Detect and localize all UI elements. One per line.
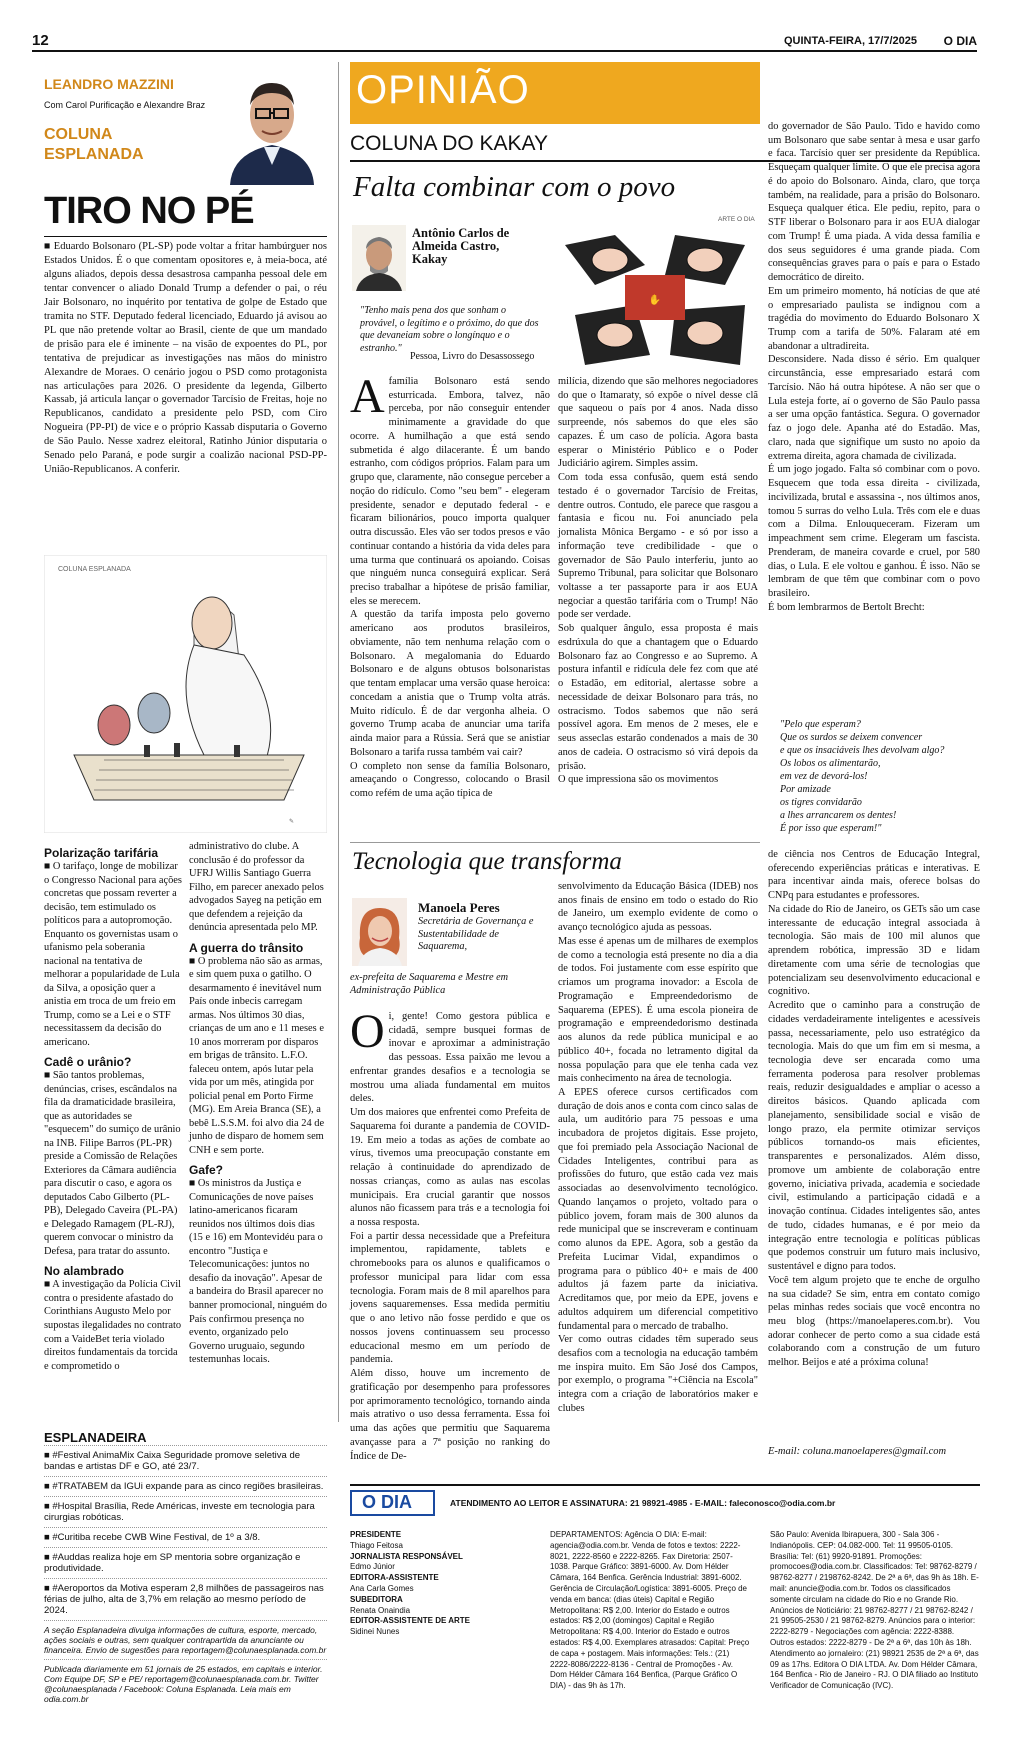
addresses: São Paulo: Avenida Ibirapuera, 300 - Sala 306 - Indianópolis. CEP: 04.082-000. Tel: 11 99505-0105. Brasília: Tel: (61) 9920-91891. Promoções: promocoes@odia.com.br. Classificados: Tel: 98762-8279 / 98762-8277 / 2198762-8242. De 2ª a 6ª, das 9h às 18h. E-mail: anuncie@odia.com.br. Todos os classificados somente circulam na cidade do Rio e no Grande Rio. Anúncios de Noticiário: 21 98762-8277 / 21 98762-8242 / 21 99505-2530 / 21 98762-8279. Anúncios para o interior: 2222-8279 - Negociações com agência: 2222-8388. Outros estados: 2222-8279 - De 2ª a 6ª, das 10h às 18h. Atendimento ao jornaleiro: (21) 98921 2535 de 2ª a 6ª, das 09 as 17hs. Editora O DIA LTDA. Av. Dom Hélder Câmara, 164 Benfica - Rio de Janeiro - RJ. O DIA filiado ao Instituto Verificador de Comunicação (IVC).	[770, 1530, 979, 1691]
esplanadeira-item: ■ #TRATABEM da IGUi expande para as cinco regiões brasileiras.	[44, 1476, 327, 1496]
note-text: ■ A investigação da Polícia Civil contra o presidente afastado do Corinthians Augusto Melo por supostas ilegalidades no contrato com a VaideBet teria violado direitos fundamentais da torcida e comprometido o	[44, 1279, 182, 1372]
poem-line: Que os surdos se deixem convencer	[780, 732, 923, 743]
staff-list: PRESIDENTE Thiago Feitosa JORNALISTA RESPONSÁVEL Edmo Júnior EDITORA-ASSISTENTE Ana Carla Gomes SUBEDITORA Renata Onaindia EDITOR-ASSISTENTE DE ARTE Sidinei Nunes	[350, 1530, 471, 1637]
note-text: ■ São tantos problemas, denúncias, crises, escândalos na fila da dramaticidade brasileira, que as autoridades se "esquecem" do sumiço de urânio na INB. Filipe Barros (PL-PR) preside a Comissão de Relações Exteriores da Câmara audiência para discutir o caso, e agora os deputados Cabo Gilberto (PL-PB), Delegado Caveira (PL-PA) e Delegado Ramagem (PL-RJ), querem convocar o ministro da Defesa, para tratar do assunto.	[44, 1070, 181, 1257]
esplanadeira	[44, 1430, 327, 1708]
tech-author: Manoela Peres	[418, 900, 500, 915]
odia-logo: O DIA	[350, 1490, 435, 1516]
esplanadeira-item: ■ #Hospital Brasília, Rede Américas, investe em tecnologia para cirurgias robóticas.	[44, 1496, 327, 1527]
brecht-poem	[780, 718, 980, 835]
poem-line: É por isso que esperam!"	[780, 823, 882, 834]
column-headline: TIRO NO PÉ	[44, 190, 254, 232]
note-title: A guerra do trânsito	[189, 940, 304, 955]
kakay-col3: do governador de São Paulo. Tido e havido como um Bolsonaro que sabe sentar à mesa e usar garfo e faca. Tarcísio quer ser presidente da República. Esqueçam qualquer limite. O que ele precisa agora é do apoio do Bolsonaro. Ainda, claro, que torça também, na realidade, para a prisão do Bolsonaro. Esqueça qualquer ética. Ele pediu, repito, para o STF liberar o Bolsonaro para ir aos EUA dialogar com Trump! É uma piada. A vida dessa família e dos seus seguidores é uma grande piada. Com consequências graves para o país e para o Estado democrático de direito. Em um primeiro momento, há notícias de que até o empresariado paulista se indignou com a tragédia do movimento do Eduardo Bolsonaro X Trump com a tarifa de 50%. Falaram até em abandonar a ultradireita. Desconsidere. Nada disso é sério. Em qualquer circunstância, esse empresariado estará com Tarcísio. Não há outra hipótese. A não ser que o Lula esteja forte, aí o governo de São Paulo passa a ser uma opção fantástica. Segura. O governador faz o jogo dele. Apanha até do Estadão. Mas, claro, nada que signifique um susto no apoio da extrema direita, agora chamada de civilizada. É um jogo jogado. Falta só combinar com o povo. Esquecem que toda essa direita - civilizada, incivilizada, brutal e assassina -, nos últimos anos, tomou 5 surras do velho Lula. Três com ele e duas com a Dilma. Enlouqueceram. Fizeram um impeachment sem crime. Elegeram um fascista. Prenderam, de maneira covarde e cruel, por 580 dias, o Lula. E ele voltou e ganhou. É isso. Não se lembram de que têm que combinar com o povo brasileiro. É bom lembrarmos de Bertolt Brecht:	[768, 121, 980, 613]
poem-line: a lhes arrancarem os dentes!	[780, 810, 897, 821]
esplanadeira-note: A seção Esplanadeira divulga informações de cultura, esporte, mercado, ações sociais e outras, sem qualquer contrapartida da anunciante ou financeira. Envio de sugestões para reportagem@colunaesplanada.com.br	[44, 1620, 327, 1659]
tech-email: E-mail: coluna.manoelaperes@gmail.com	[768, 1446, 947, 1457]
tech-col2: senvolvimento da Educação Básica (IDEB) nos anos finais de ensino em todo o estado do Rio de Janeiro, um exemplo evidente de como o avanço tecnológico ajuda as pessoas. Mas esse é apenas um de milhares de exemplos de como a tecnologia está presente no dia a dia de todos. Foi justamente com esse espírito que criamos um programa inovador: a Escola de Programação e Empreendedorismo de Saquarema (EPES). É uma escola pioneira de programação e empreendedorismo destinada aos alunos da rede pública municipal e ao público 40+, focada no letramento digital da nossa população para que ele tenha cada vez mais conhecimento na área de tecnologia. A EPES oferece cursos certificados com duração de dois anos e conta com cinco salas de aula, um auditório para 75 pessoas e uma incubadora de projetos digitais. Esse projeto, que foi premiado pela Associação Nacional de Cidades Inteligentes, contribui para as profissões do futuro, que estão cada vez mais associadas ao desenvolvimento tecnológico. Quando lançamos o projeto, voltado para o público jovem, foram mais de 300 alunos da rede municipal que se inscreveram e continuam como alunos da EPE. Agora, sob a gestão da Prefeita Lucimar Vidal, expandimos o programa para o público 40+ e mais de 400 adultos já fazem parte da iniciativa. Acreditamos que, por meio da EPE, jovens e adultos adquirem um diferencial competitivo fundamental para o mercado de trabalho. Ver como outras cidades têm superado seus desafios com a tecnologia na educação também me inspira muito. Em São José dos Campos, por exemplo, o programa "+Ciência na Escola" integra com a criação de laboratórios maker e clubes	[558, 881, 758, 1414]
column-label-1: COLUNA	[44, 126, 113, 143]
lead-text: ■ Eduardo Bolsonaro (PL-SP) pode voltar a fritar hambúrguer nos Estados Unidos. É o que comentam opositores e, à meia-boca, até alguns aliados, depois dessa desastrosa campanha pessoal dele em tentar convencer o aliado Donald Trump a defender o pai, o réu Jair Bolsonaro, no inquérito por tentativa de golpe de Estado que tramita no STF. Deputado federal licenciado, Eduardo já avisou ao PL que não pretende voltar ao Brasil, ciente de que um mandado de prisão para ele é iminente – na visão de expoentes do PL, por tentativa de prejudicar as investigações nas mãos do ministro Alexandre de Moraes. O cenário jogou o PSD como protagonista nas articulações para 2026. O presidente da legenda, Gilberto Kassab, já articula lançar o governador Tarcísio de Freitas, hoje no Republicanos, candidato a presidente pelo PSD, com Ciro Nogueira (PP-PI) de vice e o próprio Kassab disputaria o Governo de São Paulo. Nesse xadrez eleitoral, Ratinho Júnior disputaria o Senado pelo Paraná, e pode surgir a coalizão nacional PSD-PP-União-Republicanos. A conferir.	[44, 241, 327, 476]
hands-illustration	[555, 225, 755, 375]
article-title: Falta combinar com o povo	[353, 171, 676, 203]
esplanadeira-item: ■ #Auddas realiza hoje em SP mentoria sobre organização e produtividade.	[44, 1547, 327, 1578]
poem-line: Os lobos os alimentarão,	[780, 758, 881, 769]
cartoon-mark: COLUNA ESPLANADA	[58, 566, 131, 573]
departments: DEPARTAMENTOS: Agência O DIA: E-mail: agencia@odia.com.br. Venda de fotos e textos: 2222-8021, 2222-8560 e 2222-8265. Fax Diretoria: 2507-1038. Parque Gráfico: 3891-6000. Av. Dom Hélder Câmara, 164 Benfica. Gerência Industrial: 3891-6002. Gerência de Circulação/Logística: 3891-6005. Preço de venda em banca: (dias úteis) Capital e Região Metropolitana: R$ 2,00. Interior do Estado e outros estados: R$ 2,00 (domingos) Capital e Região Metropolitana: R$ 4,00. Interior do Estado e outros estados: R$ 4,00. Exemplares atrasados: Capital: Preço de capa + postagem. Mais informações: Tels.: (21) 2222-8086/2222-8136 - Central de Promoções - Av. Dom Hélder Câmara 164 Benfica, (Parque Gráfico O DIA) - das 9h às 17h.	[550, 1530, 750, 1691]
svg-text:✎: ✎	[289, 819, 295, 825]
note-text: administrativo do clube. A conclusão é do professor da UFRJ Willis Santiago Guerra Filho, em parecer anexado pelos advogados Sayeg na petição em que defendem a rejeição da denúncia apresentada pelo MP.	[189, 841, 324, 934]
note-text: ■ O problema não são as armas, e sim quem puxa o gatilho. O desarmamento é inevitável num País onde inbecis carregam armas. Nos últimos 30 dias, crianças de um ano e 11 meses e 10 anos morreram por disparos em brigas de trânsito. L.F.O. faleceu ontem, após lutar pela vida por um mês, atingida por policial penal em Porto Firme (MG). Em Areia Branca (SE), a bebê L.S.S.M. foi alvo dia 24 de junho de disparo de homem sem CNH e sem porte.	[189, 955, 325, 1156]
kakay-col2: milícia, dizendo que são melhores negociadores do que o Itamaraty, só expõe o nível desse clã que saqueou o país por 4 anos. Nada disso surpreende, nós sabemos do que eles são capazes. É um caso de polícia. Agora basta esperar o Ministério Público e o Poder Judiciário agirem. Simples assim. Com toda essa confusão, quem está sendo testado é o governador Tarcísio de Freitas, dentre outros. Contudo, ele parece que rasgou a fantasia e ficou nu. Foi anunciado pela jornalista Mônica Bergamo - e só por isso a informação teve credibilidade - que o governador de São Paulo interferiu, junto ao Supremo Tribunal, para solicitar que Bolsonaro voltasse a ter passaporte para ir aos EUA negociar a questão tarifária com o Trump! Não pode ser verdade. Sob qualquer ângulo, essa proposta é mais esdrúxula do que a chantagem que o Eduardo Bolsonaro faz ao Congresso e ao Supremo. A postura infantil e ridícula dele fez com que até o Estadão, em editorial, alertasse sobre a necessidade de deixar Bolsonaro para trás, no ostracismo. Todos sabemos que não será possível agora. Em menos de 2 meses, ele e seus asseclas estarão condenados a mais de 30 anos de cadeia. O ostracismo só virá depois da prisão. O que impressiona são os movimentos	[558, 376, 758, 786]
esplanadeira-title: ESPLANADEIRA	[44, 1430, 147, 1445]
columnist-collaborators: Com Carol Purificação e Alexandre Braz	[44, 100, 206, 110]
article-text: i, gente! Como gestora pública e cidadã, sempre busquei formas de inovar e aproximar a administração das pessoas. Essa paixão me levou a enfrentar grandes desafios e a tecnologia se mostrou uma aliada fundamental em muitos deles. Um dos maiores que enfrentei como Prefeita de Saquarema foi durante a pandemia de COVID-19. Em meio a todas as ações de combate ao vírus, tivemos uma preocupação constante em relação à continuidade do aprendizado de nossas crianças, como as aulas nas escolas municipais. Era crucial garantir que nossos alunos não ficassem para trás e a tecnologia foi a nossa resposta. Foi a partir dessa necessidade que a Prefeitura implementou, rapidamente, tablets e chromebooks para os alunos e qualificamos o professor municipal para lidar com essa tecnologia. Foram mais de 8 mil aparelhos para jovens saquaremenses. Essa medida permitiu que o ano letivo não fosse perdido e que os nossos jovens continuassem seu processo educacional mesmo em um período de pandemia. Além disso, houve um incremento de gratificação por desempenho para professores por aprimoramento tecnológico, tornando ainda mais atrativo o uso dessa ferramenta. Essa foi uma das ações que permitiu que Saquarema avançasse para a 7ª posição no ranking do Índice de De-	[350, 1011, 550, 1462]
notes-col-a	[44, 840, 182, 1373]
tech-col3: de ciência nos Centros de Educação Integral, oferecendo experiências práticas e interativas. E para incentivar ainda mais, oferece bolsas do CNPq para estudantes e professores. Na cidade do Rio de Janeiro, os GETs são um case interessante de educação integral associada à tecnologia. São mais de 100 mil alunos que aprendem robótica, impressão 3D e lidam diretamente com uma série de tecnologias que potencializam seu desenvolvimento educacional e cognitivo. Acredito que o caminho para a construção de cidades verdadeiramente inteligentes e acessíveis passa, necessariamente, pelo uso estratégico da tecnologia. Mais do que um fim em si mesma, a tecnologia deve ser encarada como uma ferramenta poderosa para resolver problemas reais, reduzir desigualdades e ampliar o acesso a direitos básicos. Quando aplicada com planejamento, sensibilidade social e visão de longo prazo, ela permite otimizar serviços públicos tornando-os mais eficientes, transparentes e personalizados. Além disso, promove um ambiente de colaboração entre governo, iniciativa privada, academia e sociedade civil, estimulando a participação cidadã e a inovação contínua. Cidades inteligentes são, antes de tudo, cidades humanas, e é por meio da integração entre tecnologia e políticas públicas que podemos construir um futuro mais inclusivo, sustentável e digno para todos. Você tem algum projeto que te enche de orgulho na sua cidade? Se sim, entra em contato comigo pelas minhas redes sociais que você encontra no meu blog (https://manoelaperes.com.br). Vou adorar conhecer de perto como a sua cidade está colaborando com a construção de um futuro melhor. Beijos e até a próxima coluna!	[768, 849, 980, 1369]
note-text: ■ Os ministros da Justiça e Comunicações de nove países latino-americanos ficaram reunidos nos últimos dois dias (15 e 16) em Montevidéu para o encontro "Justiça e Telecomunicações: juntos no desafio da inovação". Apesar de a bandeira do Brasil aparecer no banner promocional, ninguém do País confirmou presença no evento, organizado pelo Governo uruguaio, segundo testemunhas locais.	[189, 1178, 327, 1366]
columnist-photo	[222, 65, 322, 185]
page-header	[32, 30, 977, 52]
art-credit: ARTE O DIA	[718, 216, 755, 223]
note-text: ■ O tarifaço, longe de mobilizar o Congresso Nacional para ações concretas que possam reverter a decisão, tem estimulado os políticos para a autopromoção. Enquanto os governistas usam o ufanismo pela soberania nacional na tentativa de melhorar a popularidade de Lula da Silva, a oposição quer a anistia em troca de um freio em Trump, como se a Lei e o STF necessitassem da decisão do americano.	[44, 861, 182, 1048]
author-photo	[352, 225, 406, 291]
brand-name: O DIA	[943, 34, 977, 48]
tech-title: Tecnologia que transforma	[352, 848, 622, 875]
columnist-name: LEANDRO MAZZINI	[44, 76, 174, 92]
column-label-2: ESPLANADA	[44, 146, 144, 163]
note-title: No alambrado	[44, 1264, 125, 1279]
author-name: Antônio Carlos de Almeida Castro, Kakay	[412, 226, 510, 267]
coluna-esplanada	[32, 60, 327, 1740]
poem-line: os tigres convidarão	[780, 797, 862, 808]
tech-role: Secretária de Governança e Sustentabilidade de Saquarema,	[418, 916, 534, 953]
opinion-band	[350, 62, 760, 124]
dropcap: A	[350, 370, 385, 423]
note-title: Gafe?	[189, 1163, 224, 1178]
chess-cartoon	[44, 555, 327, 833]
kakay-col1	[350, 370, 550, 801]
page-date: QUINTA-FEIRA, 17/7/2025	[783, 35, 917, 47]
notes-col-b	[189, 840, 327, 1367]
column-name: COLUNA DO KAKAY	[350, 132, 549, 155]
page-number: 12	[32, 32, 49, 49]
epigraph: "Tenho mais pena dos que sonham o provável, o legítimo e o próximo, do que dos que devaneiam sobre o longínquo e o estranho."	[360, 305, 539, 354]
article-text: família Bolsonaro está sendo esturricada. Embora, talvez, não perceba, por não conseguir entender minimamente a gravidade do que ocorre. A humilhação a que está sendo submetida é algo dilacerante. É um bando estranho, com códigos próprios. Falam para um grupo que, claramente, não consegue perceber a noção do ridículo. Como "seu bem" - elegeram presidente, senador e deputado federal - e ficaram bilionários, pouco importa qualquer outra discussão. Eles vão ser todos presos e vão continuar contando a história da vida deles para uma turma que continuará os apoiando. Coisas que ninguém nunca conseguirá explicar. Será preciso trabalhar a hipótese de prisão familiar, eles se merecem. A questão da tarifa imposta pelo governo americano aos produtos brasileiros, obviamente, não tem nenhuma relação com o Bolsonaro. A megalomania do Eduardo Bolsonaro e de alguns obtusos bolsonaristas que tentam emplacar uma versão quase heroica: concedam a anistia que o Trump volta atrás. Muito ridículo. É de dar vergonha alheia. O governo Trump acaba de anunciar uma tarifa ainda maior para a Rússia. Será que se anistiar Bolsonaro a tarifa russa também vai cair? O completo non sense da família Bolsonaro, ameaçando o Congresso, colocando o Brasil como refém de uma ação típica de	[350, 376, 550, 800]
svg-text:✋: ✋	[648, 295, 662, 306]
epigraph-source: Pessoa, Livro do Desassossego	[410, 351, 535, 362]
dropcap: O	[350, 1005, 385, 1058]
author-photo	[352, 898, 407, 966]
poem-line: "Pelo que esperam?	[780, 719, 861, 730]
poem-line: em vez de devorá-los!	[780, 771, 868, 782]
esplanadeira-item: ■ #Aeroportos da Motiva esperam 2,8 milhões de passageiros nas férias de julho, alta de 3,7% em relação ao mesmo período de 2024.	[44, 1578, 327, 1620]
tech-role-2: ex-prefeita de Saquarema e Mestre em Administração Pública	[350, 972, 509, 996]
section-title: OPINIÃO	[356, 68, 530, 112]
note-title: Cadê o urânio?	[44, 1055, 132, 1070]
esplanadeira-item: ■ #Festival AnimaMix Caixa Seguridade promove seletiva de bandas e artistas DF e GO, até 23/7.	[44, 1445, 327, 1476]
reader-service: ATENDIMENTO AO LEITOR E ASSINATURA: 21 98921-4985 - E-MAIL: faleconosco@odia.com.br	[450, 1498, 836, 1508]
poem-line: e que os insaciáveis lhes devolvam algo?	[780, 745, 945, 756]
column-divider	[338, 62, 339, 1422]
tech-col1	[350, 1005, 550, 1463]
publication-note: Publicada diariamente em 51 jornais de 25 estados, em capitais e interior. Com Equipe DF, SP e PE/ reportagem@colunaesplanada.com.br. Twitter @colunaesplanada / Facebook: Coluna Esplanada. Leia mais em odia.com.br	[44, 1659, 327, 1708]
poem-line: Por amizade	[780, 784, 831, 795]
esplanadeira-item: ■ #Curitiba recebe CWB Wine Festival, de 1º a 3/8.	[44, 1527, 327, 1547]
note-title: Polarização tarifária	[44, 846, 159, 860]
